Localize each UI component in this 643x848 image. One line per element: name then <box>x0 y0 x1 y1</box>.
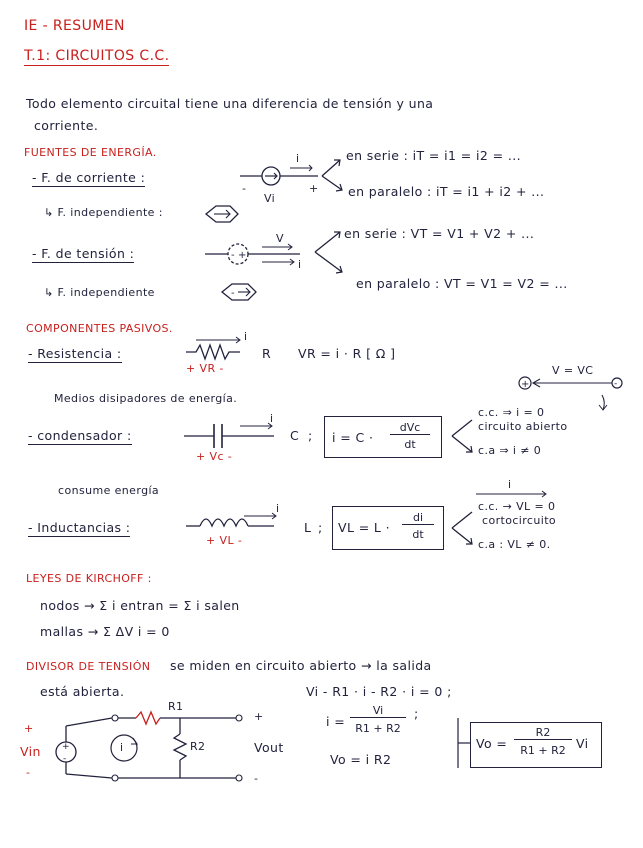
tension-independiente: ↳ F. independiente <box>44 286 155 299</box>
svg-text:-: - <box>614 379 618 389</box>
inductancia-cc2: cortocircuito <box>482 514 557 527</box>
condensador-i: i <box>270 412 274 425</box>
fuente-corriente-label: - F. de corriente : <box>32 170 146 185</box>
corriente-i: i <box>296 152 300 165</box>
svg-text:+: + <box>309 182 319 195</box>
resistencia-note: Medios disipadores de energía. <box>54 392 238 405</box>
divisor-eq2-num: Vi <box>350 704 406 718</box>
intro-line-1: Todo elemento circuital tiene una diferencia de tensión y una <box>26 96 434 111</box>
inductancia-formula-den: dt <box>412 528 424 541</box>
divisor-title: DIVISOR DE TENSIÓN <box>26 660 151 673</box>
divisor-vout: Vout <box>254 740 284 755</box>
condensador-note: consume energía <box>58 484 160 497</box>
condensador-formula-num: dVc <box>390 421 430 435</box>
svg-text:+: + <box>521 379 530 390</box>
svg-text:-: - <box>231 288 235 299</box>
resistencia-i: i <box>244 330 248 343</box>
fuente-tension-label: - F. de tensión : <box>32 246 135 261</box>
svg-text:+: + <box>62 742 70 752</box>
inductancia-label: - Inductancias : <box>28 520 131 535</box>
condensador-formula-den: dt <box>404 438 416 451</box>
divisor-text-2: está abierta. <box>40 684 125 699</box>
corriente-vi: Vi <box>264 192 276 205</box>
svg-text:-: - <box>63 754 67 764</box>
inductancia-formula-num: di <box>402 511 434 525</box>
condensador-ca: c.a ⇒ i ≠ 0 <box>478 444 542 457</box>
divisor-eq1: Vi - R1 · i - R2 · i = 0 ; <box>306 684 452 699</box>
svg-text:-: - <box>231 250 235 261</box>
resistencia-sym: R <box>262 346 272 361</box>
condensador-label: - condensador : <box>28 428 132 443</box>
resistencia-label: - Resistencia : <box>28 346 122 361</box>
v-equals-vc: V = VC <box>552 364 594 377</box>
divisor-eq3: Vo = i R2 <box>330 752 392 767</box>
divisor-box-lhs: Vo = <box>476 736 508 751</box>
resistencia-vr: + VR - <box>186 362 224 375</box>
inductancia-formula-lhs: VL = L · <box>338 520 391 535</box>
condensador-sym: C <box>290 428 300 443</box>
topic-title: T.1: CIRCUITOS C.C. <box>24 48 170 64</box>
corriente-independiente: ↳ F. independiente : <box>44 206 163 219</box>
divisor-r2: R2 <box>190 740 206 753</box>
inductancia-sym: L <box>304 520 312 535</box>
inductancia-ca: c.a : VL ≠ 0. <box>478 538 551 551</box>
divisor-box-rhs: Vi <box>576 736 589 751</box>
course-title: IE - RESUMEN <box>24 18 125 34</box>
condensador-formula-lhs: i = C · <box>332 430 374 445</box>
componentes-title: COMPONENTES PASIVOS. <box>26 322 173 335</box>
corriente-paralelo: en paralelo : iT = i1 + i2 + ... <box>348 184 545 199</box>
svg-text:-: - <box>242 182 246 195</box>
fuentes-title: FUENTES DE ENERGÍA. <box>24 146 157 159</box>
divisor-box-den: R1 + R2 <box>520 744 566 757</box>
condensador-cc: c.c. ⇒ i = 0 <box>478 406 545 419</box>
inductancia-i: i <box>276 502 280 515</box>
kirchhoff-mallas: mallas → Σ ΔV i = 0 <box>40 624 170 639</box>
inductancia-top-i: i <box>508 478 512 491</box>
tension-paralelo: en paralelo : VT = V1 = V2 = ... <box>356 276 568 291</box>
svg-text:+: + <box>238 250 247 261</box>
divisor-box-num: R2 <box>514 726 572 740</box>
tension-i: i <box>298 258 302 271</box>
divisor-r1: R1 <box>168 700 184 713</box>
divisor-vin: Vin <box>20 744 41 759</box>
resistencia-formula: VR = i · R [ Ω ] <box>298 346 396 361</box>
intro-line-2: corriente. <box>34 118 99 133</box>
condensador-vc: + Vc - <box>196 450 233 463</box>
condensador-cc2: circuito abierto <box>478 420 568 433</box>
corriente-serie: en serie : iT = i1 = i2 = ... <box>346 148 521 163</box>
kirchhoff-title: LEYES DE KIRCHOFF : <box>26 572 152 585</box>
divisor-eq2-den: R1 + R2 <box>355 722 401 735</box>
divisor-eq2-lhs: i = <box>326 714 346 729</box>
inductancia-cc: c.c. → VL = 0 <box>478 500 556 513</box>
divisor-text-1: se miden en circuito abierto → la salida <box>170 658 432 673</box>
tension-v: V <box>276 232 284 245</box>
kirchhoff-nodos: nodos → Σ i entran = Σ i salen <box>40 598 240 613</box>
divisor-i: i <box>120 741 124 754</box>
inductancia-vl: + VL - <box>206 534 243 547</box>
tension-serie: en serie : VT = V1 + V2 + ... <box>344 226 535 241</box>
